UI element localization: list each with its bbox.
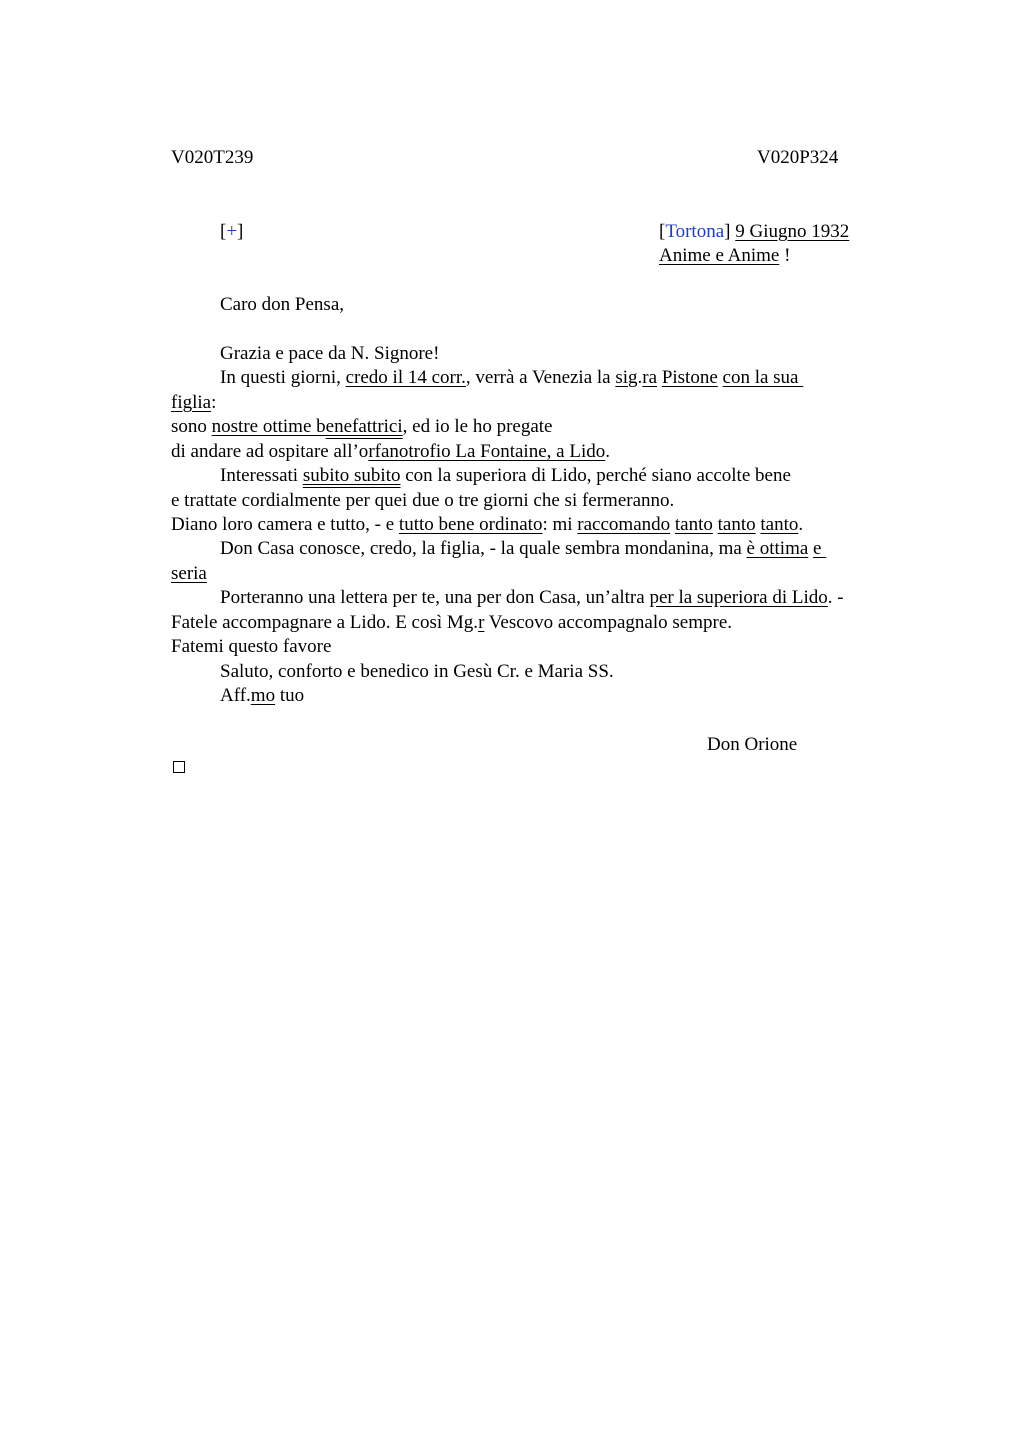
- b11b: r: [478, 612, 485, 633]
- body-line-13: Saluto, conforto e benedico in Gesù Cr. e Maria SS.: [220, 661, 614, 682]
- b4c: ,: [546, 441, 557, 462]
- body-line-1: [220, 366, 803, 390]
- b3d: , ed io le ho pregate: [402, 416, 553, 437]
- dateline-place: Tortona: [665, 221, 725, 242]
- b14a: Aff.: [220, 685, 251, 706]
- body-line-9: [171, 562, 207, 586]
- body-line-8: [220, 537, 826, 561]
- b14c: tuo: [275, 685, 305, 706]
- b7h: tanto: [717, 514, 756, 535]
- body-line-4: [171, 440, 610, 464]
- b8b: è ottima: [746, 538, 809, 559]
- b8a: Don Casa conosce, credo, la figlia, - la quale sembra mondanina, ma: [220, 538, 747, 559]
- dateline-close: ]: [724, 221, 731, 242]
- b4a: di andare ad ospitare all’o: [171, 441, 369, 462]
- motto-text: Anime e Anime: [659, 245, 780, 266]
- doc-code-right: V020P324: [757, 147, 839, 168]
- body-line-11: [171, 611, 732, 635]
- b4d: a Lido: [556, 441, 606, 462]
- salutation: Caro don Pensa,: [220, 294, 345, 315]
- b7j: tanto: [760, 514, 799, 535]
- b7f: tanto: [674, 514, 713, 535]
- cross-mark: [220, 220, 243, 244]
- signature: Don Orione: [707, 734, 798, 755]
- body-line-5: [220, 464, 791, 488]
- dateline-open: [: [659, 221, 666, 242]
- b10c: . -: [827, 587, 844, 608]
- b9: seria: [171, 563, 207, 584]
- b7d: raccomando: [577, 514, 671, 535]
- doc-code-left: V020T239: [171, 147, 254, 168]
- cross-open: [: [220, 221, 227, 242]
- b3a: sono: [171, 416, 212, 437]
- body-line-10: [220, 586, 844, 610]
- b11c: Vescovo accompagnalo sempre.: [484, 612, 733, 633]
- b5b: subito subito: [302, 465, 401, 486]
- b10b: per la superiora di Lido: [649, 587, 828, 608]
- b1e: .: [637, 367, 643, 388]
- b4b: rfanotrofio La Fontaine: [368, 441, 547, 462]
- greeting: Grazia e pace da N. Signore!: [220, 343, 440, 364]
- body-line-7: [171, 513, 803, 537]
- b7k: .: [798, 514, 804, 535]
- cross-close: ]: [237, 221, 244, 242]
- motto-mark: !: [779, 245, 791, 266]
- b3b: nostre ottime b: [211, 416, 326, 437]
- b5a: Interessati: [220, 465, 303, 486]
- b10a: Porteranno una lettera per te, una per don Casa, un’altra: [220, 587, 650, 608]
- b14b: mo: [250, 685, 276, 706]
- b8d: e: [813, 538, 827, 559]
- b11a: Fatele accompagnare a Lido. E così Mg.: [171, 612, 479, 633]
- cross-symbol: +: [226, 221, 238, 242]
- b2b: :: [211, 392, 217, 413]
- b1h: Pistone: [661, 367, 718, 388]
- b1b: credo il 14 corr.: [345, 367, 466, 388]
- body-line-2: [171, 391, 216, 415]
- motto: [659, 244, 790, 268]
- end-box-icon: [173, 761, 185, 773]
- body-line-12: Fatemi questo favore: [171, 636, 332, 657]
- b2a: figlia: [171, 392, 212, 413]
- body-line-6: e trattate cordialmente per quei due o tre giorni che si fermeranno.: [171, 490, 675, 511]
- b1a: In questi giorni,: [220, 367, 346, 388]
- dateline-date: 9 Giugno 1932: [735, 221, 850, 242]
- body-line-3: [171, 415, 553, 439]
- dateline: [659, 220, 849, 244]
- b1f: ra: [642, 367, 658, 388]
- b7c: : mi: [542, 514, 578, 535]
- body-line-14: [220, 684, 304, 708]
- b1j: con la sua: [722, 367, 804, 388]
- b7a: Diano loro camera e tutto, - e: [171, 514, 399, 535]
- b3c: enefattrici: [325, 416, 403, 437]
- b7b: tutto bene ordinato: [398, 514, 543, 535]
- b5c: con la superiora di Lido, perché siano accolte bene: [400, 465, 791, 486]
- b1c: , verrà a Venezia la: [465, 367, 616, 388]
- b1d: sig: [615, 367, 638, 388]
- b4e: .: [605, 441, 610, 462]
